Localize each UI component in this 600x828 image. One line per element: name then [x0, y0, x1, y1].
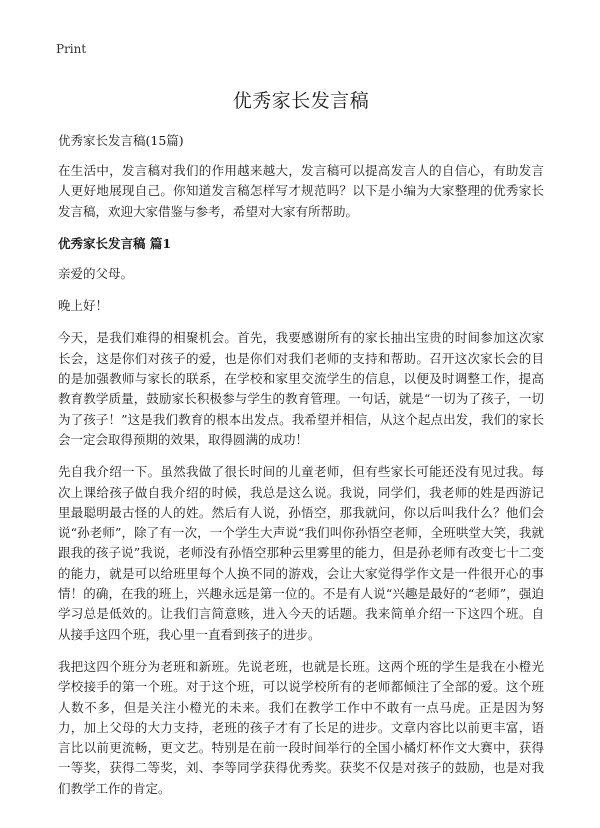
body-paragraph: 我把这四个班分为老班和新班。先说老班，也就是长班。这两个班的学生是我在小橙光学校接手的第一个班。对于这个班，可以说学校所有的老师都倾注了全部的爱。这个班人数不多，但是关注小橙光的未来。我们在教学工作中不敢有一点马虎。正是因为努力，加上父母的大力支持，老班的孩子才有了长足的进步。文章内容比以前更丰富，语言比以前更流畅，更文艺。特别是在前一段时间举行的全国小橘灯杯作文大赛中，获得一等奖，获得二等奖，刘、李等同学获得优秀奖。获奖不仅是对孩子的鼓励，也是对我们教学工作的肯定。: [58, 658, 544, 796]
print-link[interactable]: Print: [56, 42, 87, 56]
section-heading: 优秀家长发言稿 篇1: [58, 235, 172, 251]
page-title: 优秀家长发言稿: [232, 90, 370, 112]
greeting: 晚上好！: [58, 298, 109, 314]
body-paragraph: 先自我介绍一下。虽然我做了很长时间的儿童老师，但有些家长可能还没有见过我。每次上课给孩子做自我介绍的时候，我总是这么说。我说，同学们，我老师的姓是西游记里最聪明最古怪的人的姓。然后有人说，孙悟空，那我就问，你以后叫我什么？他们会说“孙老师”，除了有一次，一个学生大声说“我们叫你孙悟空老师，全班哄堂大笑，我就跟我的孩子说”我说，老师没有孙悟空那种云里雾里的能力，但是孙老师有改变七十二变的能力，就是可以给班里每个人换不同的游戏，会让大家觉得学作文是一件很开心的事情！的确，在我的班上，兴趣永远是第一位的。不是有人说“兴趣是最好的“老师”，强迫学习总是低效的。让我们言简意赅，进入今天的话题。我来简单介绍一下这四个班。自从接手这四个班，我心里一直看到孩子的进步。: [58, 464, 544, 642]
document-subtitle: 优秀家长发言稿(15篇): [58, 133, 184, 148]
body-paragraph: 今天，是我们难得的相聚机会。首先，我要感谢所有的家长抽出宝贵的时间参加这次家长会，这是你们对孩子的爱，也是你们对我们老师的支持和帮助。召开这次家长会的目的是加强教师与家长的联系，在学校和家里交流学生的信息，以便及时调整工作，提高教育教学质量，鼓励家长积极参与学生的教育管理。一句话，就是“一切为了孩子，一切为了孩子！”这是我们教育的根本出发点。我希望并相信，从这个起点出发，我们的家长会一定会取得预期的效果，取得圆满的成功！: [58, 330, 544, 447]
intro-paragraph: 在生活中，发言稿对我们的作用越来越大，发言稿可以提高发言人的自信心，有助发言人更好地展现自己。你知道发言稿怎样写才规范吗？以下是小编为大家整理的优秀家长发言稿，欢迎大家借鉴与参考，希望对大家有所帮助。: [58, 163, 544, 219]
salutation: 亲爱的父母。: [58, 265, 134, 281]
